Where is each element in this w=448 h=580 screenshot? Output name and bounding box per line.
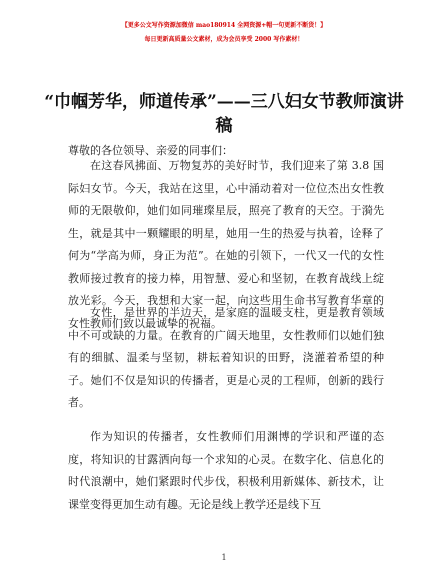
paragraph-2: 女性，是世界的半边天，是家庭的温暖支柱，更是教育领域中不可或缺的力量。在教育的广阔天地里，女性教师们以她们独有的细腻、温柔与坚韧，耕耘着知识的田野，浇灌着希望的种子。她们不仅是知识的传播者，更是心灵的工程师，创新的践行者。 bbox=[68, 306, 384, 409]
paragraph-1: 在这春风拂面、万物复苏的美好时节，我们迎来了第 3.8 国际妇女节。今天，我站在这里，心中涌动着对一位位杰出女性教师的无限敬仰，她们如同璀璨星辰，照亮了教育的天空。于漪先生，就是其中一颗耀眼的明星，她用一生的热爱与执着，诠释了何为“学高为师，身正为范”。在她的引领下，一代又一代的女性教师接过教育的接力棒，用智慧、爱心和坚韧，在教育战线上绽放光彩。今天，我想和大家一起，向这些用生命书写教育华章的女性教师们致以最诚挚的祝福。 bbox=[68, 159, 384, 330]
page-number: 1 bbox=[221, 553, 227, 562]
paragraph-3: 作为知识的传播者，女性教师们用渊博的学识和严谨的态度，将知识的甘露洒向每一个求知的心灵。在数字化、信息化的时代浪潮中，她们紧跟时代步伐，积极利用新媒体、新技术，让课堂变得更加生动有趣。无论是线上教学还是线下互 bbox=[68, 430, 384, 511]
promo-banner-line-2: 每日更新高质量公文素材，成为会员享受 2000 写作素材！ bbox=[144, 36, 304, 43]
greeting: 尊敬的各位领导、亲爱的同事们： bbox=[68, 144, 233, 157]
promo-banner-line-1: 【更多公文写作资源加微信 mao180914 全网资源+帽一句更新不断货！】 bbox=[121, 22, 327, 29]
document-title: “巾帼芳华，师道传承”——三八妇女节教师演讲稿 bbox=[44, 92, 404, 136]
